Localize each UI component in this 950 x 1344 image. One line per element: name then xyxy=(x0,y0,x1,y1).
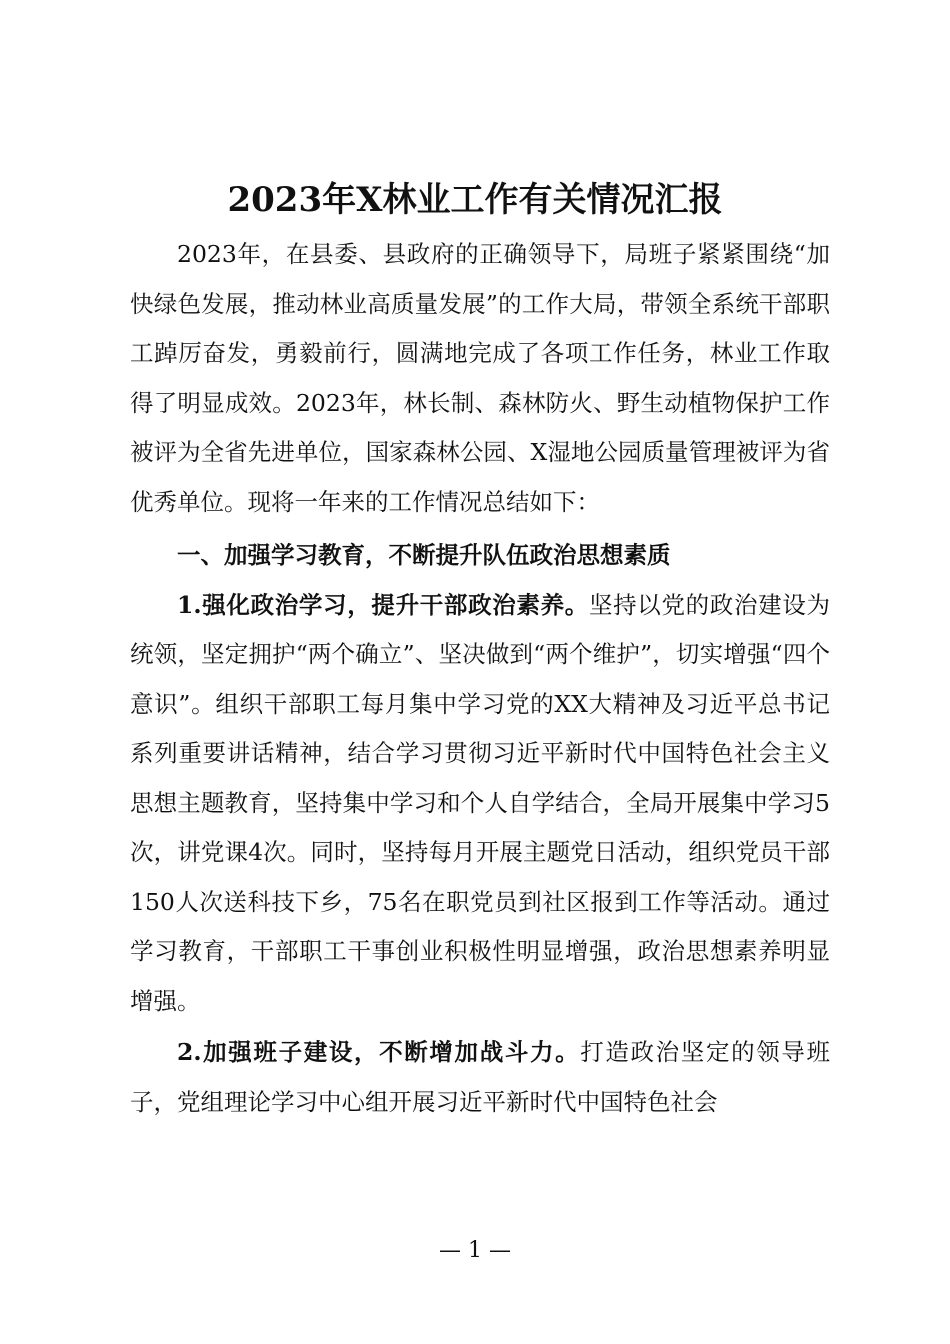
item-1-body: 坚持以党的政治建设为统领，坚定拥护“两个确立”、坚决做到“两个维护”，切实增强“四个意识”。组织干部职工每月集中学习党的XX大精神及习近平总书记系列重要讲话精神，结合学习贯彻习近平新时代中国特色社会主义思想主题教育，坚持集中学习和个人自学结合，全局开展集中学习5次，讲党课4次。同时，坚持每月开展主题党日活动，组织党员干部150人次送科技下乡，75名在职党员到社区报到工作等活动。通过学习教育，干部职工干事创业积极性明显增强，政治思想素养明显增强。 xyxy=(130,590,830,1015)
intro-paragraph: 2023年，在县委、县政府的正确领导下，局班子紧紧围绕“加快绿色发展，推动林业高质量发展”的工作大局，带领全系统干部职工踔厉奋发，勇毅前行，圆满地完成了各项工作任务，林业工作取得了明显成效。2023年，林长制、森林防火、野生动植物保护工作被评为全省先进单位，国家森林公园、X湿地公园质量管理被评为省优秀单位。现将一年来的工作情况总结如下： xyxy=(130,240,830,516)
section-heading-1: 一、加强学习教育，不断提升队伍政治思想素质 xyxy=(177,541,671,569)
document-body xyxy=(130,230,830,1127)
item-2-body: 打造政治坚定的领导班子，党组理论学习中心组开展习近平新时代中国特色社会 xyxy=(130,1038,830,1116)
item-2-paragraph xyxy=(130,1028,830,1127)
document-title: 2023年X林业工作有关情况汇报 xyxy=(227,180,723,220)
item-1-paragraph xyxy=(130,581,830,1027)
page-number: — 1 — xyxy=(439,1238,511,1263)
item-1-lead: 1.强化政治学习，提升干部政治素养。 xyxy=(177,590,589,619)
item-2-lead: 2.加强班子建设，不断增加战斗力。 xyxy=(177,1038,581,1066)
